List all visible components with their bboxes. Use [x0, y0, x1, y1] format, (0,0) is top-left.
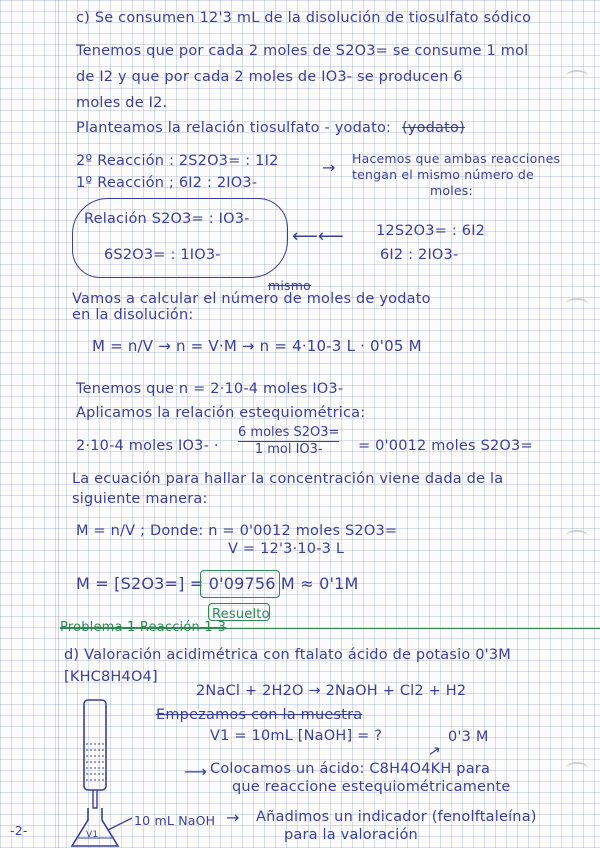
paragraph-line-3: moles de I2. — [76, 95, 168, 111]
note-line-1: Hacemos que ambas reacciones — [352, 151, 561, 166]
acid-line-1: Colocamos un ácido: C8H4O4KH para — [210, 761, 491, 777]
fraction-numerator: 6 moles S2O3= — [238, 425, 340, 440]
equation-intro-1: La ecuación para hallar la concentración viene dada de la — [72, 471, 504, 487]
part-d-heading: d) Valoración acidimétrica con ftalato ácido de potasio 0'3M — [64, 647, 511, 663]
paragraph-line-2: de I2 y que por cada 2 moles de IO3- se producen 6 — [76, 69, 463, 85]
note-line-2: tengan el mismo número de — [352, 167, 534, 182]
burette-icon — [84, 700, 106, 808]
arrow-up-icon: → — [423, 740, 445, 762]
moles-text: Vamos a calcular el número de moles de yodato — [72, 291, 431, 307]
heading-c: c) Se consumen 12'3 mL de la disolución de tiosulfato sódico — [76, 10, 532, 26]
flask-label: V1 — [86, 830, 99, 840]
electrolysis-reaction: 2NaCl + 2H2O → 2NaOH + Cl2 + H2 — [196, 683, 467, 699]
arrow-right-icon: → — [226, 808, 240, 827]
solved-stamp: Resuelto — [212, 607, 270, 622]
equation-intro-2: siguiente manera: — [72, 491, 208, 507]
struck-word-mismo: mismo — [268, 278, 311, 293]
final-result: M = [S2O3=] = 0'09756 M ≈ 0'1M — [76, 574, 359, 593]
arrow-right-icon: → — [322, 158, 336, 177]
page-number: -2- — [10, 823, 28, 838]
cloud-relation: 6S2O3= : 1IO3- — [104, 247, 221, 263]
acid-line-2: que reaccione estequiométricamente — [232, 779, 511, 795]
arrow-left-icon: ⟵⟵ — [292, 226, 344, 247]
moles-result: Tenemos que n = 2·10-4 moles IO3- — [76, 381, 344, 397]
naoh-volume: 10 mL NaOH — [134, 813, 216, 828]
indicator-line-1: Añadimos un indicador (fenolftaleína) — [256, 809, 537, 825]
arrow-right-icon: ⟶ — [184, 762, 207, 781]
cloud-title: Relación S2O3= : IO3- — [84, 211, 250, 227]
stoich-intro: Aplicamos la relación estequiométrica: — [76, 405, 366, 421]
relation-title: Planteamos la relación tiosulfato - yodato: — [76, 120, 392, 136]
molarity-definition: M = n/V ; Donde: n = 0'0012 moles S2O3= — [76, 523, 398, 539]
problem-title: Problema 1 Reacción 1-3 — [60, 620, 227, 635]
molarity-equation: M = n/V → n = V·M → n = 4·10-3 L · 0'05 M — [92, 337, 422, 355]
indicator-line-2: para la valoración — [284, 827, 418, 843]
volume-unknown: V1 = 10mL [NaOH] = ? — [210, 728, 383, 744]
moles-line-2: en la disolución: — [72, 307, 194, 323]
stoich-left: 2·10-4 moles IO3- · — [76, 438, 219, 454]
volume-definition: V = 12'3·10-3 L — [228, 541, 345, 557]
stoich-right: = 0'0012 moles S2O3= — [358, 438, 533, 454]
reaction-2: 2º Reacción : 2S2O3= : 1I2 — [76, 153, 279, 169]
equivalence-1: 12S2O3= : 6I2 — [376, 223, 486, 239]
part-d-formula: [KHC8H4O4] — [64, 669, 158, 685]
acid-concentration: 0'3 M — [448, 729, 489, 745]
reaction-1: 1º Reacción ; 6I2 : 2IO3- — [76, 175, 258, 191]
struck-word: (yodato) — [401, 120, 465, 136]
paragraph-line-1: Tenemos que por cada 2 moles de S2O3= se consume 1 mol — [76, 43, 529, 59]
note-line-3: moles: — [430, 183, 473, 198]
fraction-denominator: 1 mol IO3- — [254, 442, 323, 457]
struck-sentence: Empezamos con la muestra — [156, 707, 363, 723]
equivalence-2: 6I2 : 2IO3- — [380, 247, 459, 263]
